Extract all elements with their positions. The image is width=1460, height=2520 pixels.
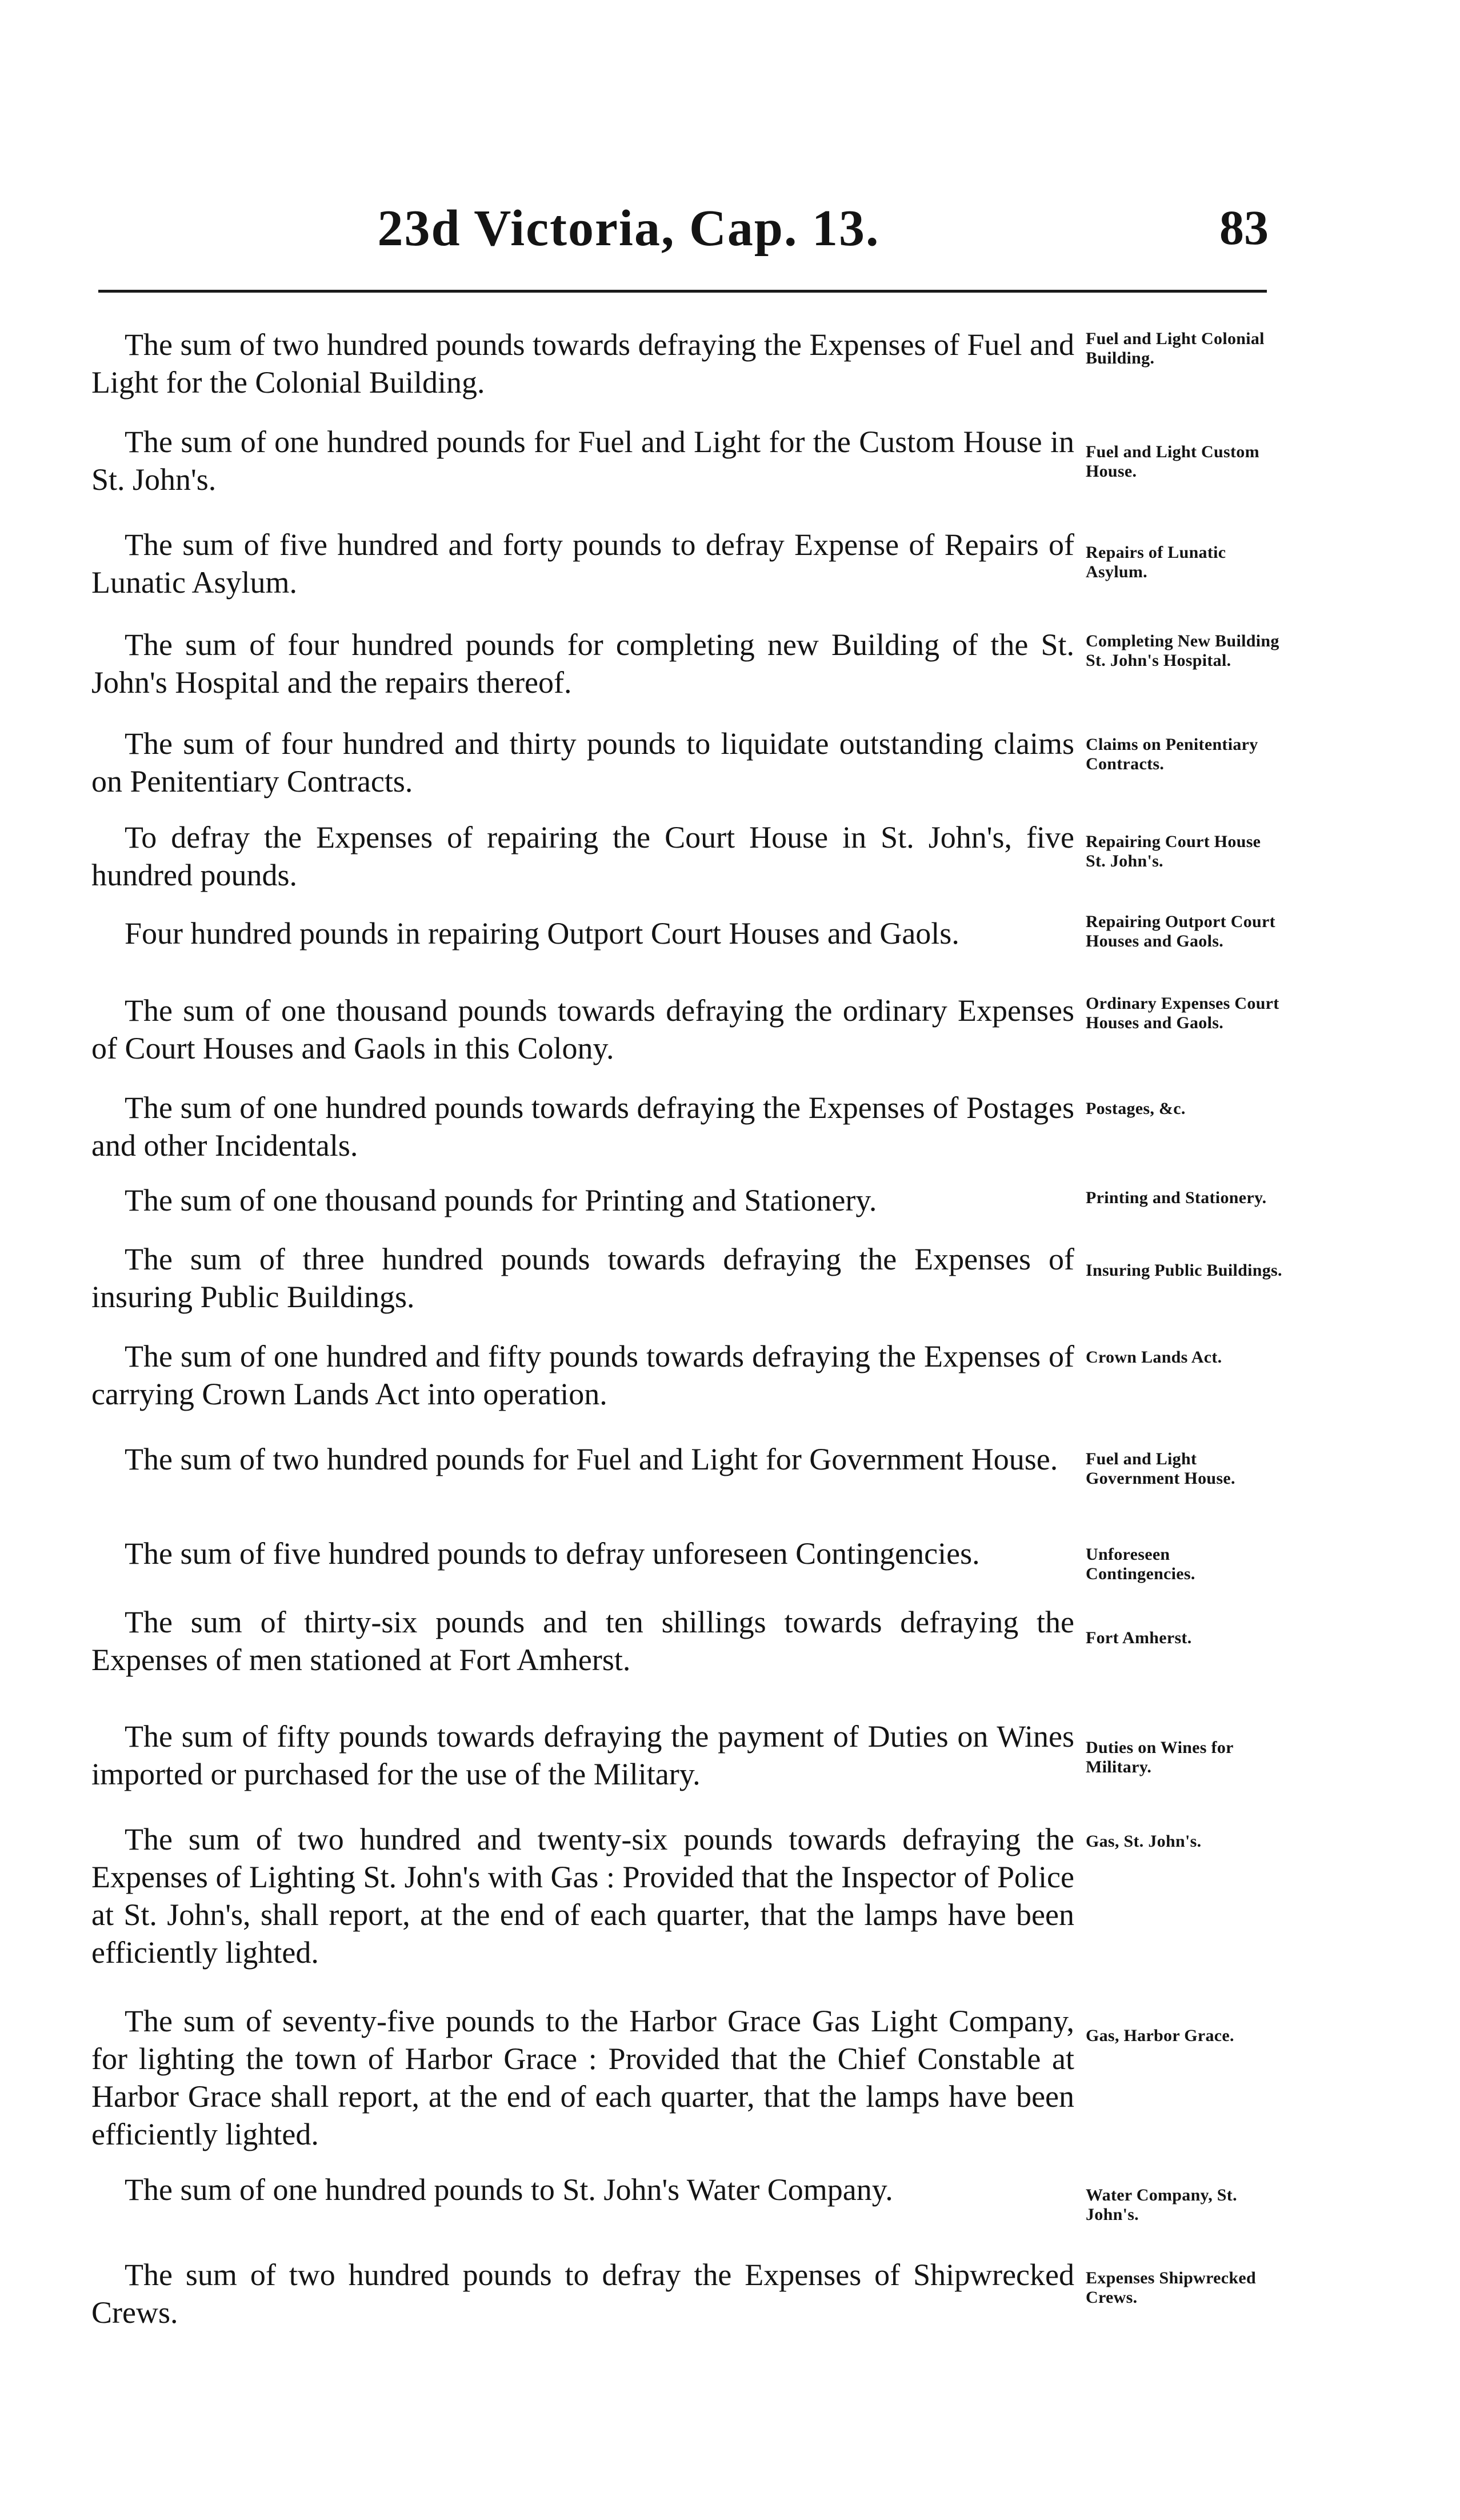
entry-text: The sum of one hundred pounds for Fuel and Light for the Custom House in St. John's. — [91, 425, 1074, 497]
margin-note: Repairs of Lunatic Asylum. — [1086, 543, 1226, 581]
page-header — [97, 199, 1269, 273]
margin-note: Fuel and Light Government House. — [1086, 1449, 1235, 1488]
entry-text: The sum of two hundred pounds to defray the Expenses of Shipwrecked Crews. — [91, 2258, 1074, 2330]
entry-text: The sum of one thousand pounds towards defraying the ordinary Expenses of Court Houses and Gaols in this Colony. — [91, 993, 1074, 1065]
entry-text: The sum of three hundred pounds towards defraying the Expenses of insuring Public Buildings. — [91, 1242, 1074, 1314]
margin-note: Repairing Court House St. John's. — [1086, 832, 1261, 870]
entry-text: The sum of two hundred and twenty-six pounds towards defraying the Expenses of Lighting St. John's with Gas : Provided that the Inspector of Police at St. John's, shall report, at the end of each quarter, that the lamps have been efficiently lighted. — [91, 1822, 1074, 1970]
entry-text: The sum of seventy-five pounds to the Harbor Grace Gas Light Company, for lighting the town of Harbor Grace : Provided that the Chief Constable at Harbor Grace shall report, at the end of each quarter, that the lamps have been efficiently lighted. — [91, 2004, 1074, 2151]
margin-note: Gas, Harbor Grace. — [1086, 2026, 1234, 2045]
entry-text: The sum of two hundred pounds for Fuel and Light for Government House. — [125, 1442, 1058, 1476]
entry-text: The sum of five hundred and forty pounds to defray Expense of Repairs of Lunatic Asylum. — [91, 528, 1074, 600]
entry-text: The sum of four hundred and thirty pounds to liquidate outstanding claims on Penitentiary Contracts. — [91, 726, 1074, 798]
margin-note: Duties on Wines for Military. — [1086, 1738, 1234, 1776]
margin-note: Postages, &c. — [1086, 1099, 1186, 1118]
entry-text: Four hundred pounds in repairing Outport Court Houses and Gaols. — [125, 916, 959, 951]
margin-note: Fuel and Light Colonial Building. — [1086, 329, 1265, 368]
entry-text: The sum of two hundred pounds towards defraying the Expenses of Fuel and Light for the Colonial Building. — [91, 328, 1074, 400]
entry-text: The sum of thirty-six pounds and ten shillings towards defraying the Expenses of men stationed at Fort Amherst. — [91, 1605, 1074, 1677]
entry-text: The sum of one thousand pounds for Printing and Stationery. — [125, 1183, 877, 1217]
entry-text: The sum of one hundred and fifty pounds towards defraying the Expenses of carrying Crown Lands Act into operation. — [91, 1339, 1074, 1411]
header-rule — [98, 290, 1267, 293]
page-number: 83 — [1219, 200, 1269, 255]
margin-note: Ordinary Expenses Court Houses and Gaols. — [1086, 994, 1279, 1032]
margin-note: Expenses Shipwrecked Crews. — [1086, 2269, 1257, 2307]
margin-note: Crown Lands Act. — [1086, 1348, 1222, 1367]
margin-note: Water Company, St. John's. — [1086, 2186, 1237, 2224]
margin-note: Fuel and Light Custom House. — [1086, 442, 1259, 481]
entry-text: The sum of five hundred pounds to defray unforeseen Contingencies. — [125, 1536, 980, 1571]
entry-text: The sum of four hundred pounds for completing new Building of the St. John's Hospital and the repairs thereof. — [91, 628, 1074, 700]
margin-note: Completing New Building St. John's Hospital. — [1086, 632, 1279, 670]
entry-text: The sum of fifty pounds towards defraying the payment of Duties on Wines imported or purchased for the use of the Military. — [91, 1719, 1074, 1791]
margin-note: Repairing Outport Court Houses and Gaols. — [1086, 912, 1275, 951]
margin-note: Claims on Penitentiary Contracts. — [1086, 735, 1258, 773]
entry-text: The sum of one hundred pounds to St. John's Water Company. — [125, 2172, 893, 2207]
page-title: 23d Victoria, Cap. 13. — [377, 200, 880, 257]
margin-note: Insuring Public Buildings. — [1086, 1261, 1282, 1280]
margin-note: Printing and Stationery. — [1086, 1188, 1267, 1207]
entry-text: The sum of one hundred pounds towards defraying the Expenses of Postages and other Incidentals. — [91, 1091, 1074, 1163]
margin-note: Unforeseen Contingencies. — [1086, 1545, 1195, 1583]
margin-note: Gas, St. John's. — [1086, 1832, 1202, 1851]
entry-text: To defray the Expenses of repairing the Court House in St. John's, five hundred pounds. — [91, 820, 1074, 892]
margin-note: Fort Amherst. — [1086, 1628, 1192, 1647]
